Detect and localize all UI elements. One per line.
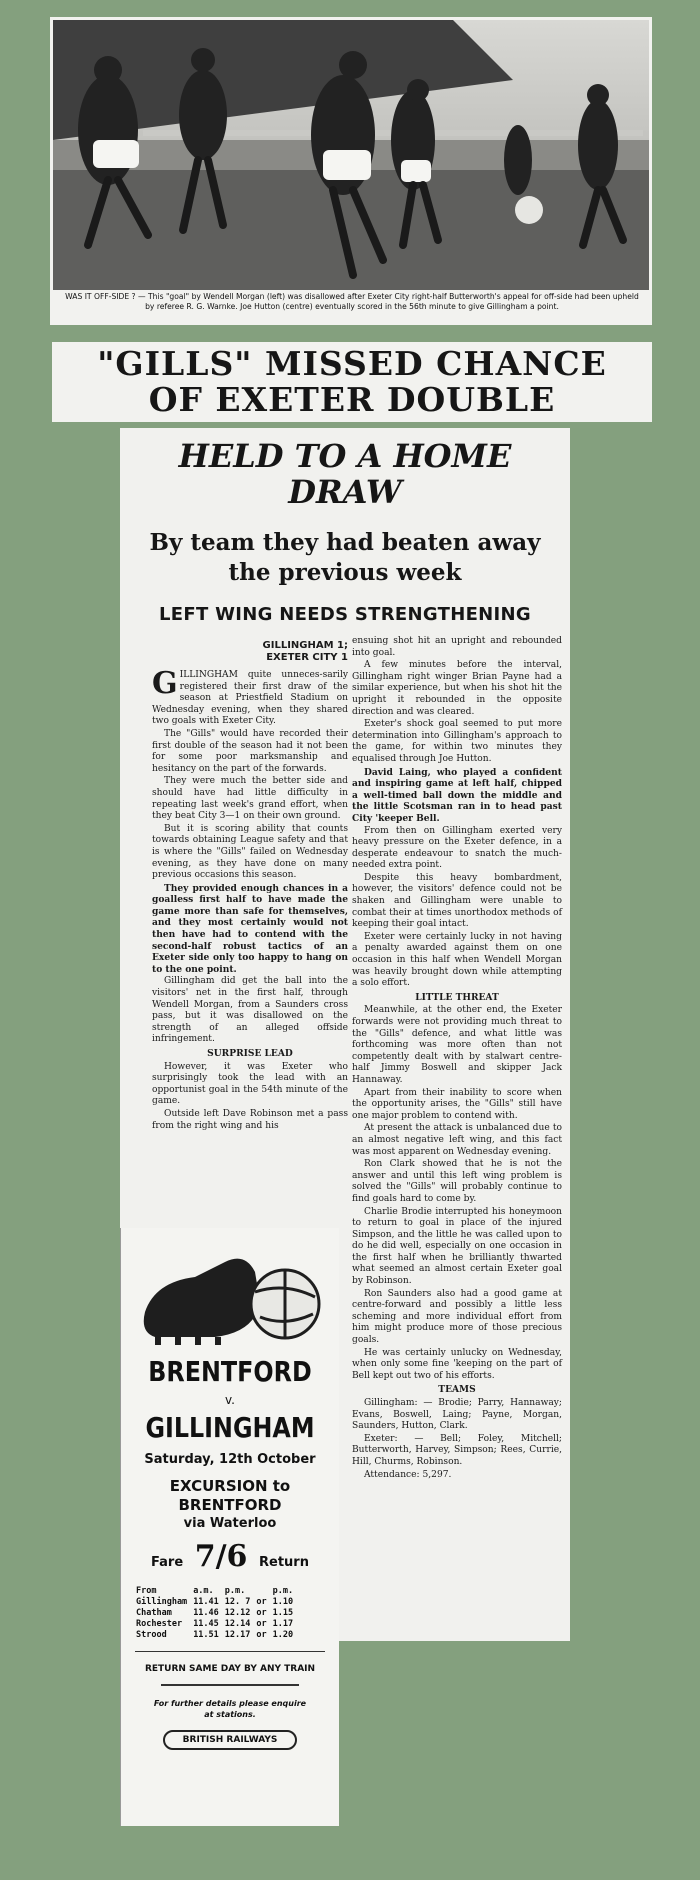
- paragraph: ensuing shot hit an upright and rebounded into goal.: [352, 636, 562, 658]
- subheading: SURPRISE LEAD: [207, 1048, 293, 1059]
- article-column-2: [352, 636, 562, 1482]
- ad-return-note: RETURN SAME DAY BY ANY TRAIN: [144, 1664, 316, 1674]
- paragraph: Despite this heavy bombardment, however, the visitors' defence could not be shaken and Gillingham were unable to combat their at times unorthodox methods of keeping their goal intact.: [352, 872, 562, 930]
- ad-destination: BRENTFORD: [178, 1496, 282, 1514]
- paragraph: He was certainly unlucky on Wednesday, when only some fine 'keeping on the part of Bell kept out two of his efforts.: [352, 1347, 562, 1381]
- match-photo-panel: [50, 17, 652, 325]
- paragraph: A few minutes before the interval, Gillingham right winger Brian Payne had a similar experience, but when his shot hit the upright it rebounded in the opposite direction and was cleared.: [352, 660, 562, 717]
- main-headline: "GILLS" MISSED CHANCE OF EXETER DOUBLE: [97, 344, 607, 419]
- table-row: Strood 11.51 12.17 or 1.20: [136, 1630, 294, 1640]
- match-photo-image: [53, 20, 649, 290]
- ad-fare-price: 7/6: [194, 1539, 248, 1574]
- paragraph: Ron Clark showed that he is not the answer and until this left wing problem is solved the "Gills" will probably continue to find goals hard to come by.: [352, 1159, 562, 1204]
- paragraph: Ron Saunders also had a good game at centre-forward and possibly a little less scheming and more individual effort from him might produce more of those precious goals.: [352, 1288, 562, 1346]
- paragraph: At present the attack is unbalanced due to an almost negative left wing, and this fact was most apparent on Wednesday evening.: [352, 1123, 562, 1157]
- paragraph: David Laing, who played a confident and inspiring game at left half, chipped a well-timed ball down the middle and the little Scotsman ran in to head past City 'keeper Bell.: [352, 766, 562, 824]
- ad-excursion: EXCURSION to: [169, 1477, 291, 1495]
- score-dateline: GILLINGHAM 1; EXETER CITY 1: [262, 640, 348, 663]
- table-row: Chatham 11.46 12.12 or 1.15: [136, 1608, 294, 1618]
- ad-route: via Waterloo: [183, 1516, 277, 1531]
- paragraph: Outside left Dave Robinson met a pass from the right wing and his: [152, 1108, 348, 1131]
- paragraph: GILLINGHAM quite unneces-sarily registered their first draw of the season at Priestfield Stadium on Wednesday evening, when they shared two goals with Exeter City.: [152, 666, 348, 727]
- attendance: Attendance: 5,297.: [364, 1469, 452, 1480]
- paragraph: Apart from their inability to score when the opportunity arises, the "Gills" still have one major problem to contend with.: [352, 1087, 562, 1121]
- paragraph: From then on Gillingham exerted very heavy pressure on the Exeter defence, in a desperate endeavour to snatch the much-needed extra point.: [352, 825, 562, 871]
- article-strap: LEFT WING NEEDS STRENGTHENING: [159, 604, 531, 625]
- headline-box: [52, 342, 652, 422]
- paragraph: But it is scoring ability that counts towards obtaining League safety and that is where the "Gills" failed on Wednesday evening, as they have done on many previous occasions this season.: [152, 823, 348, 881]
- match-photo: [53, 20, 649, 290]
- ad-versus: v.: [225, 1393, 235, 1407]
- paragraph: Gillingham did get the ball into the visitors' net in the first half, through Wendell Morgan, from a Saunders cross pass, but it was disallowed on the strength of an alleged offside infringement.: [152, 976, 348, 1045]
- ad-fare: Fare 7/6 Return: [151, 1539, 309, 1574]
- paragraph: However, it was Exeter who surprisingly took the lead with an opportunist goal in the 54th minute of the game.: [152, 1061, 348, 1107]
- paragraph: They provided enough chances in a goalless first half to have made the game more than safe for themselves, and they most certainly would not then have had to contend with the second-half robust tactics of an Exeter side only too happy to hang on to the one point.: [152, 882, 348, 975]
- article-subtitle: By team they had beaten away the previous week: [149, 529, 541, 586]
- ad-date: Saturday, 12th October: [144, 1452, 316, 1467]
- article-column-1: [152, 640, 348, 1133]
- teams-exeter: Exeter: — Bell; Foley, Mitchell; Butterworth, Harvey, Simpson; Rees, Currie, Hill, Churms, Robinson.: [352, 1433, 562, 1467]
- table-row: Rochester 11.45 12.14 or 1.17: [136, 1619, 294, 1629]
- photo-caption: WAS IT OFF-SIDE ? — This "goal" by Wendell Morgan (left) was disallowed after Exeter City right-half Butterworth's appeal for off-side had been upheld by referee R. G. Warnke. Joe Hutton (centre) eventually scored in the 56th minute to give Gillingham a point.: [65, 292, 639, 311]
- subheading: LITTLE THREAT: [415, 991, 499, 1003]
- drop-cap: G: [152, 666, 178, 701]
- ad-team-2: GILLINGHAM: [145, 1411, 315, 1444]
- paragraph: Charlie Brodie interrupted his honeymoon to return to goal in place of the injured Simpson, and the little he was called upon to do he did well, especially on one occasion in the first half when he brilliantly thwarted what seemed an almost certain Exeter goal by Robinson.: [352, 1206, 562, 1287]
- british-railways-logo: BRITISH RAILWAYS: [163, 1730, 297, 1750]
- paragraph: Meanwhile, at the other end, the Exeter forwards were not providing much threat to the "Gills" defence, and what little was forthcoming was more often than not competently dealt with by stalwart centre-half Jimmy Boswell and skipper Jack Hannaway.: [352, 1005, 562, 1085]
- article-title: HELD TO A HOME DRAW: [178, 437, 512, 511]
- paragraph: Exeter were certainly lucky in not having a penalty awarded against them on one occasion in this half when Wendell Morgan was heavily brought down while attempting a solo effort.: [352, 931, 562, 989]
- subheading: TEAMS: [438, 1384, 476, 1396]
- football-boot-icon: [135, 1242, 325, 1352]
- paragraph: They were much the better side and should have had little difficulty in repeating last week's grand effort, when they beat City 3—1 on their own ground.: [152, 776, 348, 822]
- paragraph: The "Gills" would have recorded their first double of the season had it not been for some poor marksmanship and hesitancy on the part of the forwards.: [152, 728, 348, 774]
- ad-timetable: From a.m. p.m. p.m. Gillingham 11.41 12. 7 or 1.10 Chatham 11.46 12.12 or 1.15 Rochester 11.45 12.14 or 1.17 Strood 11.51 12.17 or 1.20: [133, 1586, 296, 1641]
- ad-team-1: BRENTFORD: [148, 1355, 312, 1388]
- paragraph: Exeter's shock goal seemed to put more determination into Gillingham's approach to the game, for within two minutes they equalised through Joe Hutton.: [352, 719, 562, 764]
- teams-gillingham: Gillingham: — Brodie; Parry, Hannaway; Evans, Boswell, Laing; Payne, Morgan, Saunders, Hutton, Clark.: [352, 1398, 562, 1432]
- railway-advert: [120, 1228, 339, 1826]
- table-row: Gillingham 11.41 12. 7 or 1.10: [136, 1597, 294, 1607]
- ad-details: For further details please enquire at stations.: [153, 1699, 307, 1719]
